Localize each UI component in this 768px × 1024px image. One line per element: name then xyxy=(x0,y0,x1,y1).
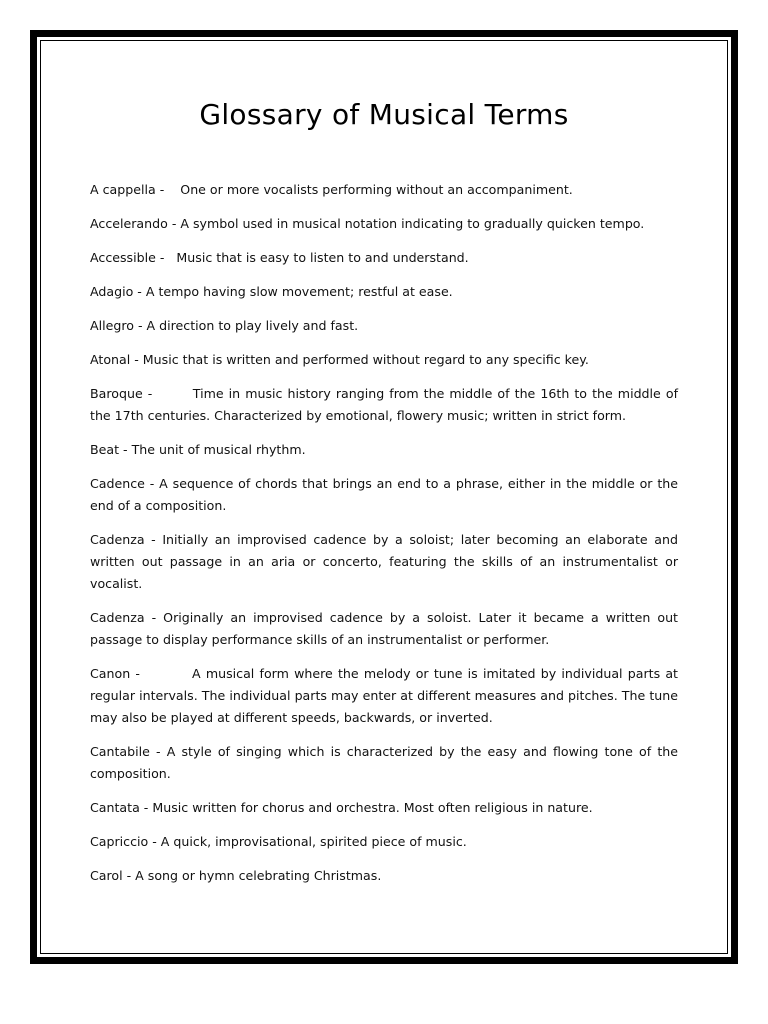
glossary-entry xyxy=(90,315,678,337)
glossary-content xyxy=(90,90,678,899)
glossary-definition: A musical form where the melody or tune is imitated by individual parts at regular intervals. The individual parts may enter at different measures and pitches. The tune may also be played at different speeds, backwards, or inverted. xyxy=(90,666,678,725)
glossary-definition: A quick, improvisational, spirited piece of music. xyxy=(160,834,467,849)
page-title: Glossary of Musical Terms xyxy=(199,98,569,131)
glossary-entry xyxy=(90,473,678,517)
glossary-entry xyxy=(90,383,678,427)
glossary-term: Carol - xyxy=(90,868,136,883)
glossary-definition: Originally an improvised cadence by a soloist. Later it became a written out passage to display performance skills of an instrumentalist or performer. xyxy=(90,610,678,647)
glossary-definition: A symbol used in musical notation indicating to gradually quicken tempo. xyxy=(180,216,645,231)
glossary-definition: A tempo having slow movement; restful at ease. xyxy=(145,284,453,299)
glossary-definition: A song or hymn celebrating Christmas. xyxy=(135,868,382,883)
glossary-entry xyxy=(90,797,678,819)
glossary-entry xyxy=(90,213,678,235)
glossary-term: Cadenza - xyxy=(90,610,164,625)
glossary-term: Cadence - xyxy=(90,476,160,491)
glossary-definition: Time in music history ranging from the middle of the 16th to the middle of the 17th centuries. Characterized by emotional, flowery music; written in strict form. xyxy=(90,386,679,423)
glossary-term: Canon - xyxy=(90,666,193,681)
glossary-list xyxy=(90,179,678,887)
glossary-definition: A style of singing which is characterized by the easy and flowing tone of the composition. xyxy=(90,744,678,781)
glossary-term: Cantata - xyxy=(90,800,153,815)
glossary-entry xyxy=(90,741,678,785)
glossary-definition: A direction to play lively and fast. xyxy=(146,318,359,333)
glossary-entry xyxy=(90,349,678,371)
glossary-term: Cadenza - xyxy=(90,532,163,547)
glossary-term: A cappella - xyxy=(90,182,181,197)
glossary-definition: Initially an improvised cadence by a soloist; later becoming an elaborate and written out passage in an aria or concerto, featuring the skills of an instrumentalist or vocalist. xyxy=(90,532,678,591)
glossary-entry xyxy=(90,281,678,303)
glossary-term: Adagio - xyxy=(90,284,146,299)
glossary-entry xyxy=(90,663,678,729)
glossary-definition: The unit of musical rhythm. xyxy=(131,442,306,457)
glossary-term: Allegro - xyxy=(90,318,147,333)
glossary-term: Beat - xyxy=(90,442,132,457)
glossary-entry xyxy=(90,831,678,853)
glossary-entry xyxy=(90,607,678,651)
glossary-definition: Music that is written and performed without regard to any specific key. xyxy=(142,352,589,367)
glossary-definition: Music that is easy to listen to and understand. xyxy=(176,250,469,265)
glossary-term: Capriccio - xyxy=(90,834,161,849)
glossary-term: Accessible - xyxy=(90,250,177,265)
glossary-entry xyxy=(90,247,678,269)
glossary-term: Baroque - xyxy=(90,386,193,401)
glossary-definition: One or more vocalists performing without an accompaniment. xyxy=(180,182,573,197)
glossary-definition: Music written for chorus and orchestra. Most often religious in nature. xyxy=(152,800,593,815)
glossary-entry xyxy=(90,179,678,201)
glossary-term: Atonal - xyxy=(90,352,143,367)
glossary-definition: A sequence of chords that brings an end to a phrase, either in the middle or the end of a composition. xyxy=(90,476,678,513)
glossary-entry xyxy=(90,865,678,887)
glossary-entry xyxy=(90,529,678,595)
glossary-term: Cantabile - xyxy=(90,744,167,759)
glossary-entry xyxy=(90,439,678,461)
glossary-term: Accelerando - xyxy=(90,216,181,231)
